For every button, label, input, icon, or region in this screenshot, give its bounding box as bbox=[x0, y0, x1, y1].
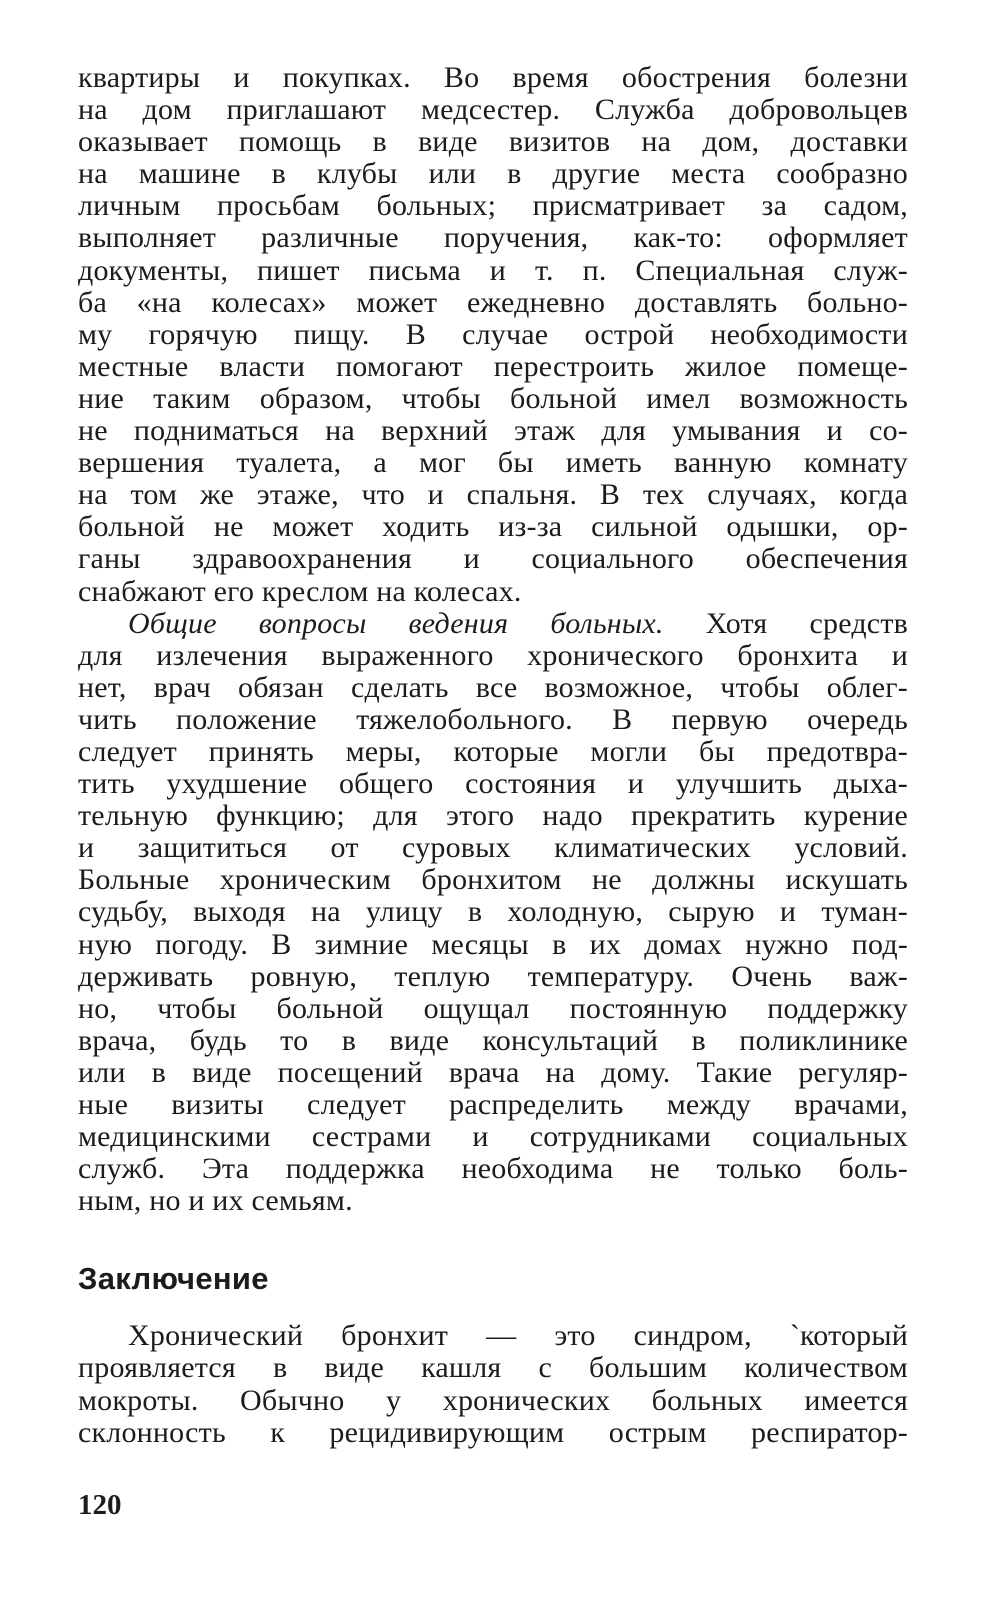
text-line: выполняет различные поручения, как-то: оформляет bbox=[78, 221, 908, 255]
text-line: ба «на колесах» может ежедневно доставлять больно- bbox=[78, 285, 908, 319]
text-run: Хотя средств bbox=[663, 606, 908, 640]
text-line: вершения туалета, а мог бы иметь ванную комнату bbox=[78, 446, 908, 480]
text-line: медицинскими сестрами и сотрудниками социальных bbox=[78, 1120, 908, 1154]
italic-run-in-heading: Общие вопросы ведения больных. bbox=[128, 606, 664, 640]
text-line: склонность к рецидивирующим острым респиратор- bbox=[78, 1415, 908, 1449]
page-body bbox=[78, 62, 908, 1449]
text-line: или в виде посещений врача на дому. Такие регуляр- bbox=[78, 1055, 908, 1089]
text-line: ную погоду. В зимние месяцы в их домах нужно под- bbox=[78, 927, 908, 961]
text-line: оказывает помощь в виде визитов на дом, доставки bbox=[78, 125, 908, 159]
text-line: ние таким образом, чтобы больной имел возможность bbox=[78, 381, 908, 415]
text-line: ные визиты следует распределить между врачами, bbox=[78, 1088, 908, 1121]
text-line: судьбу, выходя на улицу в холодную, сырую и туман- bbox=[78, 895, 908, 929]
text-line: квартиры и покупках. Во время обострения болезни bbox=[78, 61, 908, 94]
text-line: не подниматься на верхний этаж для умывания и со- bbox=[78, 414, 908, 448]
text-line: мокроты. Обычно у хронических больных имеется bbox=[78, 1383, 908, 1417]
text-line: на машине в клубы или в другие места сообразно bbox=[78, 157, 908, 191]
text-line: тельную функцию; для этого надо прекратить курение bbox=[78, 799, 908, 833]
text-line: на том же этаже, что и спальня. В тех случаях, когда bbox=[78, 478, 908, 512]
text-line: служб. Эта поддержка необходима не только боль- bbox=[78, 1152, 908, 1186]
text-line: следует принять меры, которые могли бы предотвра- bbox=[78, 734, 908, 768]
text-line: и защититься от суровых климатических условий. bbox=[78, 831, 908, 865]
paragraph-1 bbox=[78, 62, 908, 608]
text-line: держивать ровную, теплую температуру. Очень важ- bbox=[78, 959, 908, 993]
paragraph-3 bbox=[78, 1320, 908, 1448]
text-line: му горячую пищу. В случае острой необходимости bbox=[78, 317, 908, 351]
text-line: врача, будь то в виде консультаций в поликлинике bbox=[78, 1023, 908, 1057]
text-line: на дом приглашают медсестер. Служба добровольцев bbox=[78, 93, 908, 127]
text-line-first bbox=[78, 608, 908, 640]
text-line: нет, врач обязан сделать все возможное, чтобы облег- bbox=[78, 670, 908, 704]
text-line: снабжают его креслом на колесах. bbox=[78, 574, 522, 608]
text-line: документы, пишет письма и т. п. Специальная служ- bbox=[78, 253, 908, 287]
text-line: чить положение тяжелобольного. В первую очередь bbox=[78, 702, 908, 736]
text-line: ганы здравоохранения и социального обеспечения bbox=[78, 542, 908, 576]
text-line-first: Хронический бронхит — это синдром, `который bbox=[128, 1319, 908, 1353]
text-line: но, чтобы больной ощущал постоянную поддержку bbox=[78, 991, 908, 1025]
text-line: больной не может ходить из-за сильной одышки, ор- bbox=[78, 510, 908, 544]
paragraph-2 bbox=[78, 608, 908, 1218]
text-line: проявляется в виде кашля с большим количеством bbox=[78, 1351, 908, 1385]
text-line: местные власти помогают перестроить жилое помеще- bbox=[78, 349, 908, 383]
text-line: ным, но и их семьям. bbox=[78, 1184, 353, 1218]
section-heading: Заключение bbox=[78, 1261, 269, 1297]
text-line: тить ухудшение общего состояния и улучшить дыха- bbox=[78, 767, 908, 801]
text-line: личным просьбам больных; присматривает за садом, bbox=[78, 189, 908, 223]
page-number: 120 bbox=[78, 1489, 122, 1521]
text-line: Больные хроническим бронхитом не должны искушать bbox=[78, 863, 908, 897]
text-line: для излечения выраженного хронического бронхита и bbox=[78, 638, 908, 672]
